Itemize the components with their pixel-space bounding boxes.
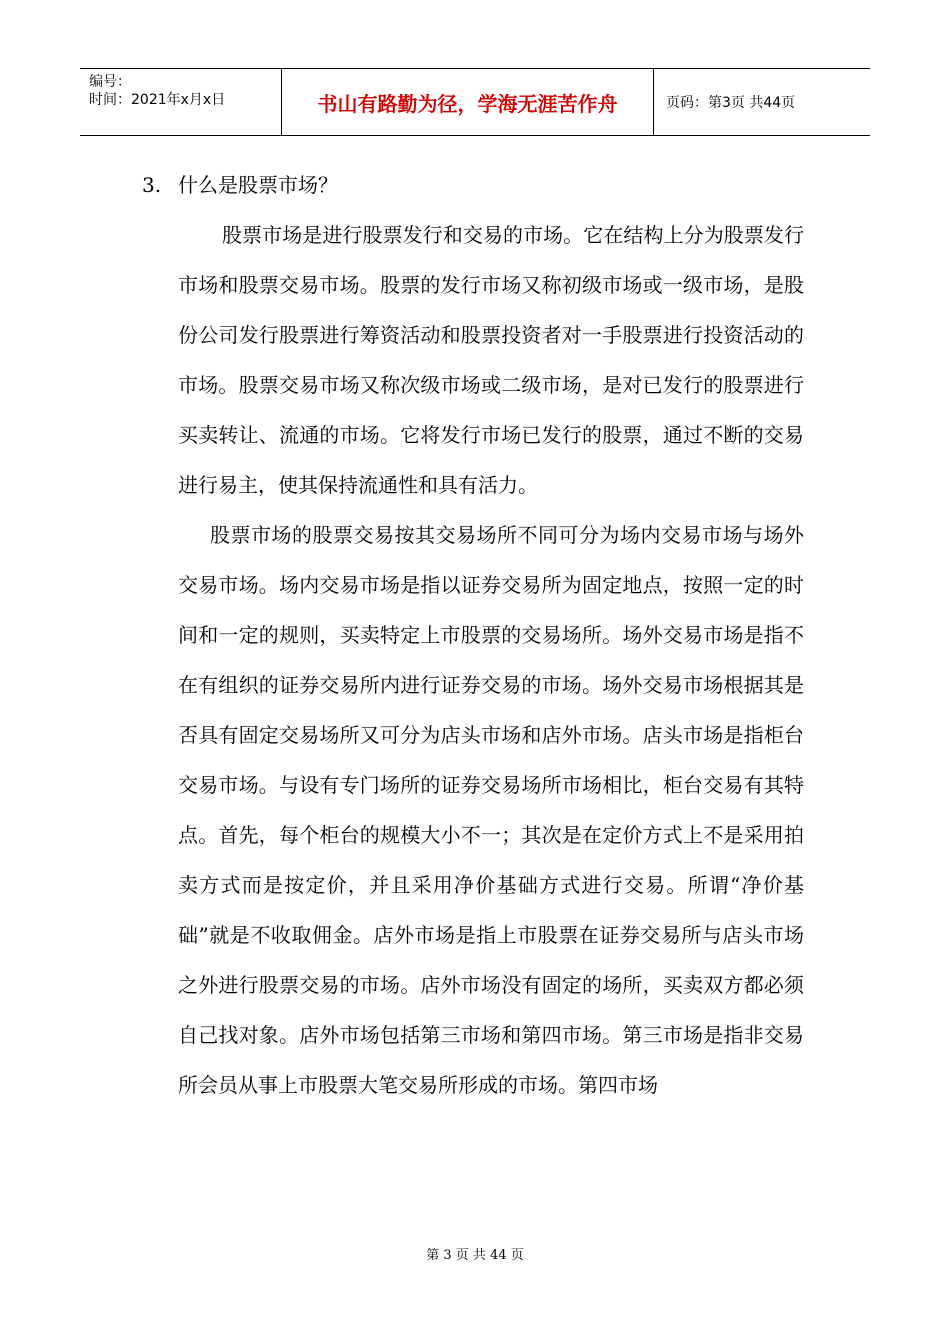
section-number: 3. bbox=[142, 173, 162, 197]
header-page-info: 页码：第3页 共44页 bbox=[666, 95, 796, 111]
date-line: 时间：2021年x月x日 bbox=[89, 92, 226, 108]
section-title: 什么是股票市场？ bbox=[178, 173, 338, 197]
paragraph-1: 股票市场是进行股票发行和交易的市场。它在结构上分为股票发行市场和股票交易市场。股票的发行市场又称初级市场或一级市场，是股份公司发行股票进行筹资活动和股票投资者对一手股票进行投资活动的市场。股票交易市场又称次级市场或二级市场，是对已发行的股票进行买卖转让、流通的市场。它将发行市场已发行的股票，通过不断的交易进行易主，使其保持流通性和具有活力。 bbox=[178, 223, 804, 497]
header-meta bbox=[80, 69, 282, 135]
section-heading bbox=[142, 160, 804, 210]
serial-label: 编号： bbox=[89, 74, 131, 90]
paragraph-2: 股票市场的股票交易按其交易场所不同可分为场内交易市场与场外交易市场。场内交易市场是指以证券交易所为固定地点，按照一定的时间和一定的规则，买卖特定上市股票的交易场所。场外交易市场是指不在有组织的证券交易所内进行证券交易的市场。场外交易市场根据其是否具有固定交易场所又可分为店头市场和店外市场。店头市场是指柜台交易市场。与设有专门场所的证券交易场所市场相比，柜台交易有其特点。首先，每个柜台的规模大小不一；其次是在定价方式上不是采用拍卖方式而是按定价，并且采用净价基础方式进行交易。所谓“净价基础”就是不收取佣金。店外市场是指上市股票在证券交易所与店头市场之外进行股票交易的市场。店外市场没有固定的场所，买卖双方都必须自己找对象。店外市场包括第三市场和第四市场。第三市场是指非交易所会员从事上市股票大笔交易所形成的市场。第四市场 bbox=[178, 523, 804, 1097]
document-body bbox=[142, 160, 804, 1110]
page-header bbox=[80, 68, 870, 136]
header-motto: 书山有路勤为径，学海无涯苦作舟 bbox=[282, 69, 654, 135]
page-footer: 第 3 页 共 44 页 bbox=[426, 1248, 524, 1263]
